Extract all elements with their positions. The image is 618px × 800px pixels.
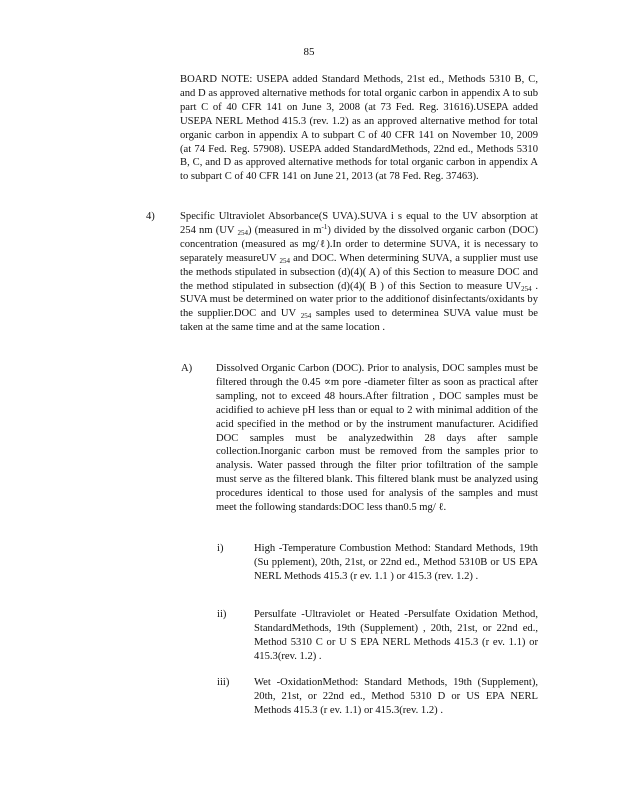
item-a-paragraph: Dissolved Organic Carbon (DOC). Prior to analysis, DOC samples must be filtered through the 0.45 ∝m pore -diameter filter as soon as practical after sampling, not to exceed 48 hours.After filtration , DOC samples must be acidified to achieve pH less than or equal to 2 with minimal addition of the acid specified in the method or by the instrument manufacturer. Acidified DOC samples must be analyzedwithin 28 days after sample collection.Inorganic carbon must be removed from the samples prior to analysis. Water passed through the filter prior tofiltration of the sample must serve as the filtered blank. This filtered blank must be analyzed using procedures identical to those used for analysis of the samples and must meet the following standards:DOC less than0.5 mg/ ℓ. (216, 363, 538, 514)
subitem-ii-label: ii) (217, 609, 227, 620)
item-4-text-part-6: samples used to determinea SUVA value must be taken at the same time and at the same location . (180, 308, 538, 334)
item-4-text-part-5: . SUVA must be determined on water prior to the additionof disinfectants/oxidants by the supplier.DOC and UV (180, 280, 539, 320)
item-4-text-part-3: ) divided by the dissolved organic carbon (DOC) concentration (measured as mg/ℓ).In order to determine SUVA, it is necessary to separately measureUV (180, 224, 539, 264)
item-4-text-part-2: ) (measured in m (247, 224, 322, 236)
item-a-label: A) (181, 363, 193, 374)
inverse-meter-superscript: -1 (321, 222, 328, 231)
subitem-iii-paragraph: Wet -OxidationMethod: Standard Methods, 19th (Supplement), 20th, 21st, or 22nd ed., Method 5310 D or US EPA NERL Methods 415.3 (r ev. 1.1) or 415.3(rev. 1.2) . (254, 677, 538, 716)
page-number: 85 (303, 46, 315, 58)
subitem-iii-label: iii) (217, 677, 230, 688)
item-4-text-part-1: Specific Ultraviolet Absorbance(S UVA).SUVA i s equal to the UV absorption at 254 nm (UV (180, 211, 538, 236)
subitem-ii-paragraph: Persulfate -Ultraviolet or Heated -Persulfate Oxidation Method, StandardMethods, 19th (Supplement) , 20th, 21st, or 22nd ed., Method 5310 C or U S EPA NERL Methods 415.3 (r ev. 1.1) or 415.3(rev. 1.2) . (254, 609, 538, 662)
item-4-paragraph (180, 210, 538, 335)
uv-254-subscript: 254 (237, 228, 248, 237)
subitem-i-paragraph: High -Temperature Combustion Method: Standard Methods, 19th (Su pplement), 20th, 21st, or 22nd ed., Method 5310B or US EPA NERL Methods 415.3 (r ev. 1.1 ) or 415.3 (rev. 1.2) . (254, 543, 538, 582)
item-4-text-part-4: and DOC. When determining SUVA, a supplier must use the methods stipulated in subsection (d)(4)( A) of this Section to measure DOC and the method stipulated in subsection (d)(4)( B ) of this Section to measure UV (180, 252, 538, 292)
item-4-label: 4) (146, 211, 155, 222)
uv-254-subscript: 254 (279, 256, 290, 265)
uv-254-subscript: 254 (300, 312, 312, 321)
uv-254-subscript: 254 (521, 284, 532, 293)
board-note-paragraph: BOARD NOTE: USEPA added Standard Methods, 21st ed., Methods 5310 B, C, and D as approved alternative methods for total organic carbon in appendix A to sub part C of 40 CFR 141 on June 3, 2008 (at 73 Fed. Reg. 31616).USEPA added USEPA NERL Method 415.3 (rev. 1.2) as an approved alternative method for total organic carbon in appendix A to subpart C of 40 CFR 141 on November 10, 2009 (at 74 Fed. Reg. 57908). USEPA added StandardMethods, 22nd ed., Methods 5310 B, C, and D as approved alternative methods for total organic carbon in appendix A to subpart C of 40 CFR 141 on June 21, 2013 (at 78 Fed. Reg. 37463). (180, 74, 538, 183)
subitem-i-label: i) (217, 543, 224, 554)
